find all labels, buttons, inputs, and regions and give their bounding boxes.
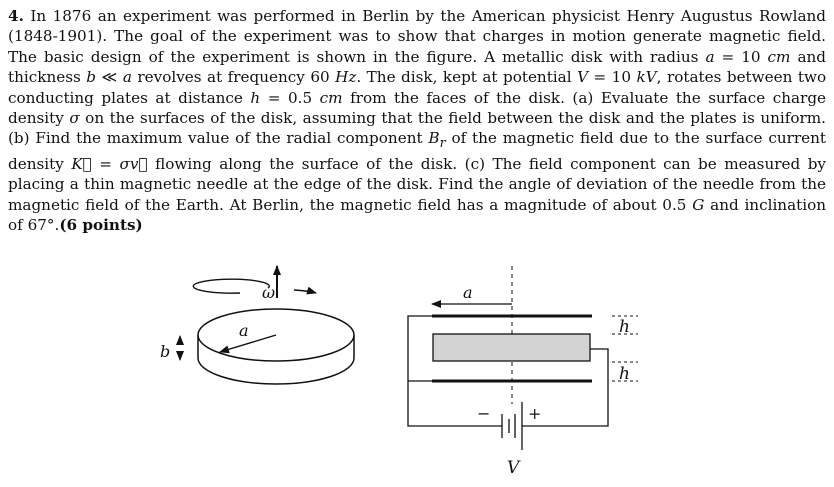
text-segment: = 10 (721, 47, 761, 66)
text-segment: on the surfaces of the disk, assuming that the field between the disk and the plates is uniform. (b) Find the maximum value of the radial component (8, 109, 827, 148)
disk-radius-label: a (239, 321, 249, 340)
math-subscript-r: r (439, 135, 446, 151)
text-segment: = 0.5 (267, 88, 313, 107)
math-k-vector: K⃗ (71, 154, 92, 173)
plus-terminal-label: + (528, 404, 542, 423)
text-segment: and inclination of 67°. (8, 195, 827, 235)
math-unit-cm: cm (319, 88, 343, 107)
minus-terminal-label: − (477, 404, 491, 423)
text-segment: revolves at frequency 60 (137, 68, 330, 87)
math-a: a (705, 47, 715, 66)
disk-diagram (160, 266, 354, 384)
text-segment: = (99, 154, 113, 173)
rotation-circle (193, 279, 269, 293)
math-a: a (122, 68, 132, 87)
math-b: b (86, 68, 97, 87)
math-unit-kv: kV (636, 68, 657, 87)
math-v: V (577, 68, 589, 87)
points-label: (6 points) (59, 216, 143, 235)
plates-diagram (408, 266, 638, 478)
math-unit-cm: cm (767, 47, 791, 66)
text-segment: In 1876 an experiment was performed in Berlin by the American physicist Henry Augustus Rowland (1848-1901). The goal of the experiment was to show that charges in motion generate magnetic field. The basic design of the experiment is shown in the figure. A metallic disk with radius (8, 7, 826, 66)
text-segment: , rotates between two conducting plates at distance (8, 68, 827, 107)
math-sigma-v: σv⃗ (119, 154, 148, 173)
math-h: h (250, 88, 261, 107)
text-segment: ≪ (101, 68, 118, 87)
math-unit-hz: Hz (335, 68, 357, 87)
rotation-direction-arrow (294, 290, 316, 293)
problem-number: 4. (8, 7, 24, 25)
disk-cross-section (433, 334, 590, 361)
math-unit-gauss: G (692, 195, 705, 214)
voltage-label: V (507, 458, 520, 478)
math-b-symbol: B (428, 129, 440, 148)
text-segment: . The disk, kept at potential (356, 68, 572, 87)
plate-radius-label: a (463, 283, 473, 302)
omega-label: ω (262, 283, 276, 302)
gap-bottom-label: h (619, 364, 630, 384)
gap-top-label: h (619, 317, 630, 337)
text-segment: flowing along the surface of the disk. (c) The field component can be measured by placing a thin magnetic needle at the edge of the disk. Find the angle of deviation of the needle from the magnetic field of the Earth. At Berlin, the magnetic field has a magnitude of about 0.5 (8, 154, 827, 214)
thickness-label: b (160, 342, 171, 361)
text-segment: and thickness (8, 47, 826, 87)
text-segment: = 10 (593, 68, 632, 87)
text-segment: from the faces of the disk. (a) Evaluate the surface charge density (8, 88, 827, 128)
math-sigma: σ (69, 109, 80, 128)
text-segment: of the magnetic field due to the surface current density (8, 129, 826, 173)
